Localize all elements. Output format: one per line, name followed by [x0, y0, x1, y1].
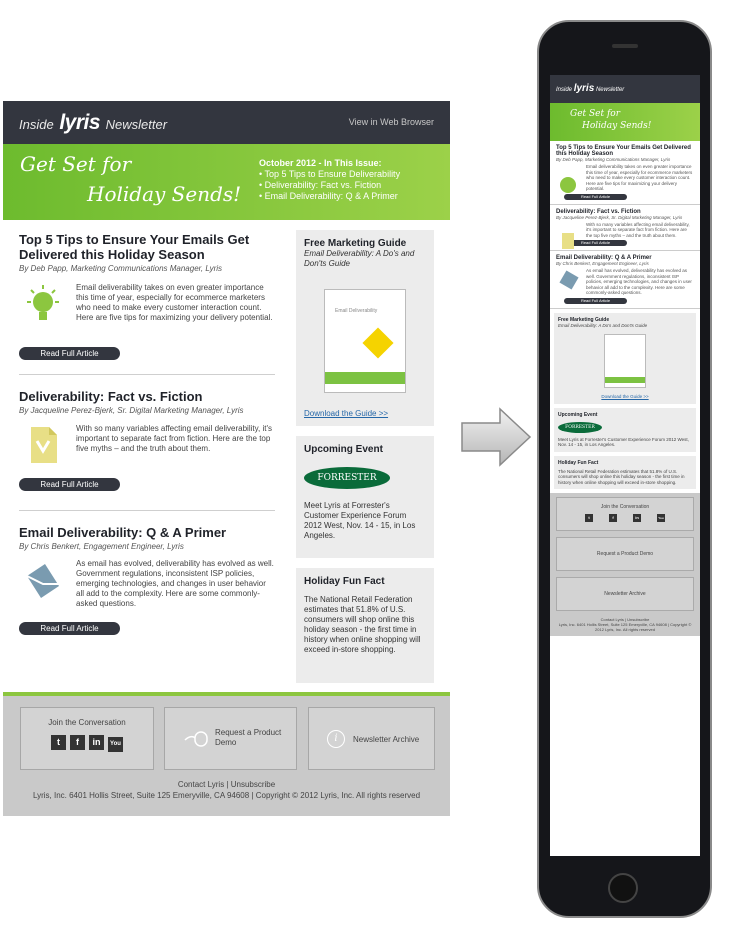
article-title[interactable]: Top 5 Tips to Ensure Your Emails Get Delivered this Holiday Season	[19, 232, 250, 262]
desktop-newsletter	[3, 101, 450, 816]
phone-home-button[interactable]	[608, 873, 638, 903]
mobile-document-icon	[562, 233, 574, 249]
guide-title: Free Marketing Guide	[304, 238, 407, 249]
guide-cover-title: Email Deliverability	[335, 308, 378, 314]
mobile-fact-text: The National Retail Federation estimates that 51.8% of U.S. consumers will shop online this holiday season - the first time in history when online shopping will exceed in-store shopping.	[558, 468, 685, 485]
mobile-request-demo-box[interactable]	[556, 537, 694, 571]
issue-toc	[259, 158, 400, 202]
hero-banner	[3, 144, 450, 220]
fact-title: Holiday Fun Fact	[304, 576, 385, 587]
mobile-hero: Get Set for Holiday Sends!	[550, 103, 700, 141]
mobile-article-byline: By Chris Benkert, Engagement Engineer, Lyris	[556, 261, 649, 266]
mobile-facebook-icon[interactable]: f	[609, 514, 617, 522]
archive-label: Newsletter Archive	[353, 735, 420, 744]
mobile-guide-title: Free Marketing Guide	[558, 316, 610, 323]
join-label: Join the Conversation	[48, 718, 126, 727]
mobile-article-title[interactable]: Deliverability: Fact vs. Fiction	[556, 208, 641, 215]
join-conversation-box	[20, 707, 154, 770]
mouse-hand-icon	[183, 728, 209, 748]
mobile-join-box	[556, 497, 694, 531]
mobile-article-3	[550, 251, 700, 309]
lightbulb-icon	[23, 284, 63, 324]
mobile-forrester-logo[interactable]: FORRESTER	[558, 422, 602, 433]
article-1	[19, 232, 275, 362]
info-icon: i	[327, 730, 345, 748]
read-full-article-button[interactable]: Read Full Article	[19, 478, 120, 491]
mobile-guide-box	[554, 313, 696, 404]
mobile-article-2	[550, 205, 700, 252]
request-demo-box[interactable]	[164, 707, 297, 770]
article-divider	[19, 374, 275, 375]
mobile-article-summary: As email has evolved, deliverability has evolved as well. Government regulations, inconsistent ISP policies, emerging technologies, and changes in user behavior all add to the complexity. Here are some commonly-asked questions.	[586, 268, 692, 295]
mobile-footer-address: Lyris, Inc. 6401 Hollis Street, Suite 125 Emeryville, CA 94608 | Copyright © 2012 Lyris, Inc. All rights reserved	[558, 622, 692, 632]
mobile-linkedin-icon[interactable]: in	[633, 514, 641, 522]
read-full-article-button[interactable]: Read Full Article	[19, 622, 120, 635]
sidebar-guide-box	[296, 230, 434, 426]
fact-text: The National Retail Federation estimates that 51.8% of U.S. consumers will shop online this holiday season - the first time in history when online shopping will exceed in-store shopping.	[304, 595, 421, 654]
article-byline: By Chris Benkert, Engagement Engineer, Lyris	[19, 542, 184, 551]
sidebar-event-box	[296, 436, 434, 558]
newsletter-footer	[3, 696, 450, 816]
mobile-header: Inside lyris Newsletter	[550, 75, 700, 103]
event-text: Meet Lyris at Forrester's Customer Experience Forum 2012 West, Nov. 14 - 15, in Los Angeles.	[304, 501, 416, 540]
phone-speaker	[612, 44, 638, 48]
mobile-article-title[interactable]: Email Deliverability: Q & A Primer	[556, 255, 652, 261]
article-summary: As email has evolved, deliverability has evolved as well. Government regulations, inconsistent ISP policies, emerging technologies, and changes in user behavior all add to the complexity. Here are some commonly-asked questions.	[76, 559, 274, 608]
mobile-guide-cover[interactable]	[604, 334, 646, 388]
request-demo-label: Request a Product Demo	[215, 728, 282, 747]
warning-sign-icon	[362, 327, 393, 358]
article-summary: Email deliverability takes on even greater importance this time of year, especially for ecommerce marketers who need to make every customer interaction count. Here are five tips for maximizing your delivery potential.	[76, 283, 273, 322]
brand-suffix: Newsletter	[105, 117, 168, 132]
footer-address: Lyris, Inc. 6401 Hollis Street, Suite 125 Emeryville, CA 94608 | Copyright © 2012 Lyris, Inc. All rights reserved	[32, 791, 421, 800]
mobile-article-title[interactable]: Top 5 Tips to Ensure Your Emails Get Delivered this Holiday Season	[556, 145, 691, 157]
footer-links[interactable]: Contact Lyris | Unsubscribe	[177, 780, 276, 789]
guide-subtitle: Email Deliverability: A Do's and Don'ts Guide	[304, 249, 415, 268]
mobile-read-article-button[interactable]: Read Full Article	[564, 240, 627, 246]
hero-line1: Get Set for	[20, 152, 132, 176]
mobile-download-guide-link[interactable]: Download the Guide >>	[601, 394, 649, 399]
mobile-event-text: Meet Lyris at Forrester's Customer Experience Forum 2012 West, Nov. 14 - 15, in Los Angeles.	[558, 436, 689, 447]
read-full-article-button[interactable]: Read Full Article	[19, 347, 120, 360]
issue-item[interactable]: • Top 5 Tips to Ensure Deliverability	[259, 169, 401, 179]
mobile-article-summary: With so many variables affecting email deliverability, it's important to separate fact from fiction. Here are the top five myths – and the truth about them.	[586, 221, 690, 238]
brand-prefix: Inside	[19, 117, 54, 132]
article-3	[19, 525, 275, 645]
linkedin-icon[interactable]: in	[89, 735, 104, 750]
cover-green-band	[325, 372, 405, 384]
arrow-right-icon	[460, 407, 532, 467]
lyris-logo: lyris	[59, 111, 101, 134]
mobile-archive-box[interactable]	[556, 577, 694, 611]
issue-item[interactable]: • Deliverability: Fact vs. Fiction	[259, 180, 382, 190]
article-title[interactable]: Email Deliverability: Q & A Primer	[19, 525, 227, 540]
newsletter-header	[3, 101, 450, 144]
mobile-twitter-icon[interactable]: t	[585, 514, 593, 522]
phone-screen	[550, 75, 700, 856]
newsletter-body	[3, 220, 450, 692]
article-title[interactable]: Deliverability: Fact vs. Fiction	[19, 389, 203, 404]
envelope-icon	[23, 560, 63, 600]
article-summary: With so many variables affecting email deliverability, it's important to separate fact from fiction. Here are the top five myths – and the truth about them.	[76, 424, 272, 453]
mobile-footer-links[interactable]: Contact Lyris | Unsubscribe	[600, 617, 650, 622]
issue-title: October 2012 - In This Issue:	[259, 158, 382, 168]
mobile-event-title: Upcoming Event	[558, 411, 598, 418]
newsletter-archive-box[interactable]	[308, 707, 435, 770]
article-byline: By Deb Papp, Marketing Communications Manager, Lyris	[19, 264, 223, 273]
mobile-join-label: Join the Conversation	[600, 504, 650, 510]
mobile-envelope-icon	[559, 270, 578, 289]
mobile-lyris-logo: lyris	[573, 83, 595, 94]
hero-line2: Holiday Sends!	[87, 182, 242, 206]
mobile-fact-box	[554, 456, 696, 490]
mobile-lightbulb-icon	[560, 177, 576, 193]
mobile-article-byline: By Jacqueline Perez-Bjerk, Sr. Digital Marketing Manager, Lyris	[556, 214, 683, 220]
article-2	[19, 389, 275, 489]
mobile-article-summary: Email deliverability takes on even greater importance this time of year, especially for ecommerce marketers who need to make every customer interaction count. Here are five tips for maximizing your delivery potential.	[586, 164, 693, 191]
mobile-fact-title: Holiday Fun Fact	[558, 459, 599, 466]
mobile-article-byline: By Deb Papp, Marketing Communications Manager, Lyris	[556, 157, 671, 162]
twitter-icon[interactable]: t	[51, 735, 66, 750]
sidebar-fact-box	[296, 568, 434, 683]
mobile-event-box	[554, 408, 696, 452]
mobile-read-article-button[interactable]: Read Full Article	[564, 298, 627, 304]
download-guide-link[interactable]: Download the Guide >>	[304, 409, 389, 418]
mobile-read-article-button[interactable]: Read Full Article	[564, 194, 627, 200]
mobile-guide-subtitle: Email Deliverability: A Do's and Don'ts Guide	[558, 322, 648, 328]
youtube-icon[interactable]: You	[108, 737, 123, 752]
mobile-request-demo-label: Request a Product Demo	[596, 551, 654, 557]
mobile-footer	[550, 493, 700, 636]
forrester-logo[interactable]: FORRESTER	[304, 467, 390, 489]
guide-cover-image[interactable]	[324, 289, 406, 393]
mobile-archive-label: Newsletter Archive	[604, 591, 646, 597]
newsletter-brand	[19, 111, 167, 135]
facebook-icon[interactable]: f	[70, 735, 85, 750]
issue-item[interactable]: • Email Deliverability: Q & A Primer	[259, 191, 398, 201]
view-in-browser-link[interactable]: View in Web Browser	[348, 117, 434, 127]
article-byline: By Jacqueline Perez-Bjerk, Sr. Digital Marketing Manager, Lyris	[19, 406, 244, 415]
document-icon	[23, 425, 63, 465]
mobile-youtube-icon[interactable]: You	[658, 516, 664, 520]
event-title: Upcoming Event	[304, 444, 383, 455]
mobile-article-1	[550, 141, 700, 205]
article-divider	[19, 510, 275, 511]
